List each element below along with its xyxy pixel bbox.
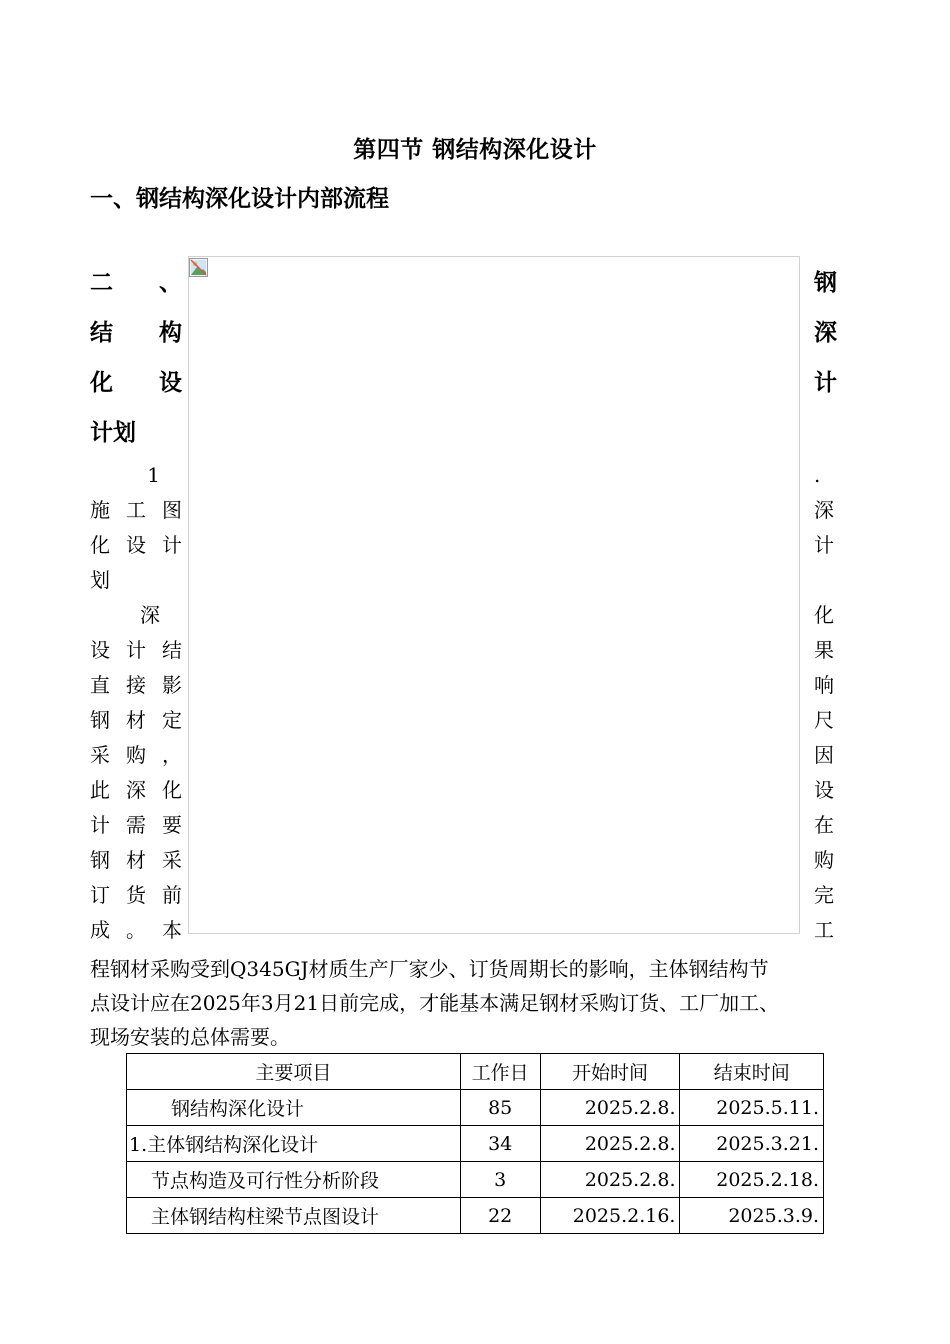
para-line: 采 购 ， xyxy=(90,743,182,767)
spacer xyxy=(814,408,844,458)
table-row xyxy=(127,1198,824,1234)
col-header-start: 开始时间 xyxy=(540,1054,680,1090)
heading2-line: 二 、 xyxy=(90,270,182,296)
para-right-char: 在 xyxy=(814,813,834,837)
para-right-char: 化 xyxy=(814,603,834,627)
cell-end: 2025.2.18. xyxy=(680,1162,824,1198)
para-line: 成 。 本 xyxy=(90,918,182,942)
heading2-line: 结 构 xyxy=(90,320,182,346)
para-right-char: 尺 xyxy=(814,708,834,732)
para-line: 钢 材 采 xyxy=(90,848,182,872)
para-line: 此 深 化 xyxy=(90,778,182,802)
subheading-line: 划 xyxy=(90,568,110,592)
subheading-line: 施 工 图 xyxy=(90,498,182,522)
subheading-line: 化 设 计 xyxy=(90,533,182,557)
spacer xyxy=(814,563,844,598)
cell-item: 主体钢结构柱梁节点图设计 xyxy=(127,1198,461,1234)
cell-start: 2025.2.8. xyxy=(540,1162,680,1198)
table-row xyxy=(127,1162,824,1198)
heading2-right-char: 深 xyxy=(814,320,837,346)
para-right-char: 因 xyxy=(814,743,834,767)
section-title: 第四节 钢结构深化设计 xyxy=(353,137,597,163)
cell-end: 2025.3.21. xyxy=(680,1126,824,1162)
para-right-char: 响 xyxy=(814,673,834,697)
cell-days: 3 xyxy=(460,1162,540,1198)
cell-end: 2025.3.9. xyxy=(680,1198,824,1234)
cell-start: 2025.2.8. xyxy=(540,1090,680,1126)
heading2-line: 计划 xyxy=(90,420,136,446)
broken-image-icon xyxy=(189,258,208,277)
para-line: 设 计 结 xyxy=(90,638,182,662)
heading2-right-char: 钢 xyxy=(814,270,837,296)
table-row xyxy=(127,1090,824,1126)
cell-days: 85 xyxy=(460,1090,540,1126)
heading2-line: 化 设 xyxy=(90,370,182,396)
cell-end: 2025.5.11. xyxy=(680,1090,824,1126)
subheading-right-char: . xyxy=(814,463,821,487)
para-right-char: 设 xyxy=(814,778,834,802)
para-line: 计 需 要 xyxy=(90,813,182,837)
cell-start: 2025.2.16. xyxy=(540,1198,680,1234)
paragraph-line: 现场安装的总体需要。 xyxy=(90,1025,290,1049)
para-right-char: 完 xyxy=(814,883,834,907)
para-line: 钢 材 定 xyxy=(90,708,182,732)
para-line: 订 货 前 xyxy=(90,883,182,907)
subheading-right-char: 计 xyxy=(814,533,834,557)
table-header-row xyxy=(127,1054,824,1090)
left-text-column xyxy=(90,258,182,948)
subheading-number: 1 xyxy=(147,463,160,487)
heading2-right-char: 计 xyxy=(814,370,837,396)
cell-days: 22 xyxy=(460,1198,540,1234)
col-header-end: 结束时间 xyxy=(680,1054,824,1090)
para-right-char: 果 xyxy=(814,638,834,662)
para-line: 直 接 影 xyxy=(90,673,182,697)
right-text-column xyxy=(814,258,844,948)
table-row xyxy=(127,1126,824,1162)
paragraph-line: 程钢材采购受到Q345GJ材质生产厂家少、订货周期长的影响，主体钢结构节 xyxy=(90,957,769,981)
cell-days: 34 xyxy=(460,1126,540,1162)
paragraph-line: 点设计应在2025年3月21日前完成，才能基本满足钢材采购订货、工厂加工、 xyxy=(90,991,780,1015)
col-header-days: 工作日 xyxy=(460,1054,540,1090)
process-flow-figure xyxy=(188,256,800,934)
para-line: 深 xyxy=(140,603,160,627)
schedule-table xyxy=(126,1053,824,1234)
col-header-item: 主要项目 xyxy=(127,1054,461,1090)
heading-process: 一、钢结构深化设计内部流程 xyxy=(90,186,389,212)
cell-start: 2025.2.8. xyxy=(540,1126,680,1162)
cell-item: 1.主体钢结构深化设计 xyxy=(127,1126,461,1162)
subheading-right-char: 深 xyxy=(814,498,834,522)
para-right-char: 工 xyxy=(814,918,834,942)
cell-item: 节点构造及可行性分析阶段 xyxy=(127,1162,461,1198)
cell-item: 钢结构深化设计 xyxy=(127,1090,461,1126)
para-right-char: 购 xyxy=(814,848,834,872)
